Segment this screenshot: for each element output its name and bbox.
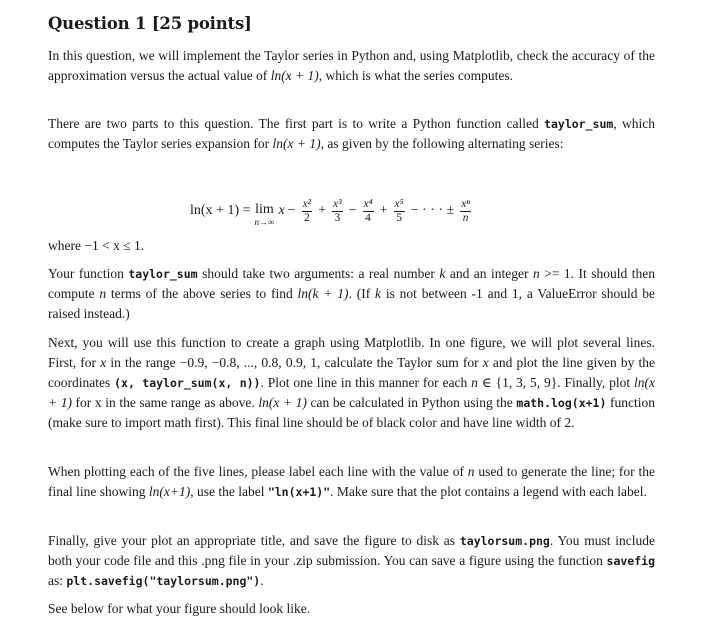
code-savefig: savefig	[606, 554, 655, 568]
code-ln-label: "ln(x+1)"	[267, 485, 331, 499]
fraction-term-3: $\frac{\text{x³}}{3}$	[333, 197, 342, 224]
code-filename: taylorsum.png	[459, 534, 550, 548]
fraction-term-5: $\frac{\text{x⁵}}{5}$	[394, 197, 404, 224]
math-ln-x-plus-1: ln(x + 1)	[270, 68, 319, 83]
intro-paragraph: In this question, we will implement the Taylor series in Python and, using Matplotlib, check the accuracy of the approximation versus the actual value of ln(x + 1), which is what the series computes.	[48, 48, 655, 83]
math-ln-x-plus-1: ln(x + 1)	[272, 136, 321, 151]
question-heading: Question 1 [25 points]	[48, 14, 252, 33]
labels-paragraph: When plotting each of the five lines, please label each line with the value of n used to generate the line; for the final line showing ln(x+1), use the label "ln(x+1)". Make sure that the plot contains a legend with each label.	[48, 464, 655, 499]
fraction-term-4: $\frac{\text{x⁴}}{4}$	[363, 197, 373, 224]
code-coordinates: (x, taylor_sum(x, n))	[114, 376, 261, 390]
fraction-term-n: $\frac{\text{xⁿ}}{n}$	[461, 197, 470, 224]
save-paragraph: Finally, give your plot an appropriate title, and save the figure to disk as taylorsum.png. You must include both your code file and this .png file in your .zip submission. You can save a figure using the function savefig as: plt.savefig("taylorsum.png").	[48, 533, 655, 588]
code-math-log: math.log(x+1)	[516, 396, 607, 410]
code-savefig-call: plt.savefig("taylorsum.png")	[66, 574, 261, 588]
function-paragraph: Your function taylor_sum should take two arguments: a real number k and an integer n >= 1. It should then compute n terms of the above series to find ln(k + 1). (If k is not between -1 and 1, a ValueError should be raised instead.)	[48, 266, 655, 321]
closing-line: See below for what your figure should look like.	[48, 601, 311, 616]
fraction-term-2: $\frac{\text{x²}}{2}$	[302, 197, 312, 224]
code-taylor-sum: taylor_sum	[544, 117, 614, 131]
limit-operator: lim n→∞	[254, 202, 275, 227]
parts-paragraph: There are two parts to this question. The first part is to write a Python function called taylor_sum, which computes the Taylor series expansion for ln(x + 1), as given by the following alternating series:	[48, 116, 655, 151]
code-taylor-sum: taylor_sum	[128, 267, 198, 281]
graph-paragraph: Next, you will use this function to create a graph using Matplotlib. In one figure, we will plot several lines. First, for x in the range −0.9, −0.8, ..., 0.8, 0.9, 1, calculate the Taylor sum for x and plot the line given by the coordinates (x, taylor_sum(x, n)). Plot one line in this manner for each n ∈ {1, 3, 5, 9}. Finally, plot ln(x + 1) for x in the same range as above. ln(x + 1) can be calculated in Python using the math.log(x+1) function (make sure to import math first). This final line should be of black color and have line width of 2.	[48, 335, 656, 430]
where-clause: where −1 < x ≤ 1.	[48, 238, 145, 253]
taylor-series-equation: ln(x + 1) = lim n→∞ x − $\frac{\text{x²}}{2}$ + $\frac{\text{x³}}{3}$ − $\frac{\text{x⁴}}{4}$ + $\frac{\text{x⁵}}{5}$ − · · · ± $\frac{\text{xⁿ}}{n}$	[190, 197, 470, 227]
